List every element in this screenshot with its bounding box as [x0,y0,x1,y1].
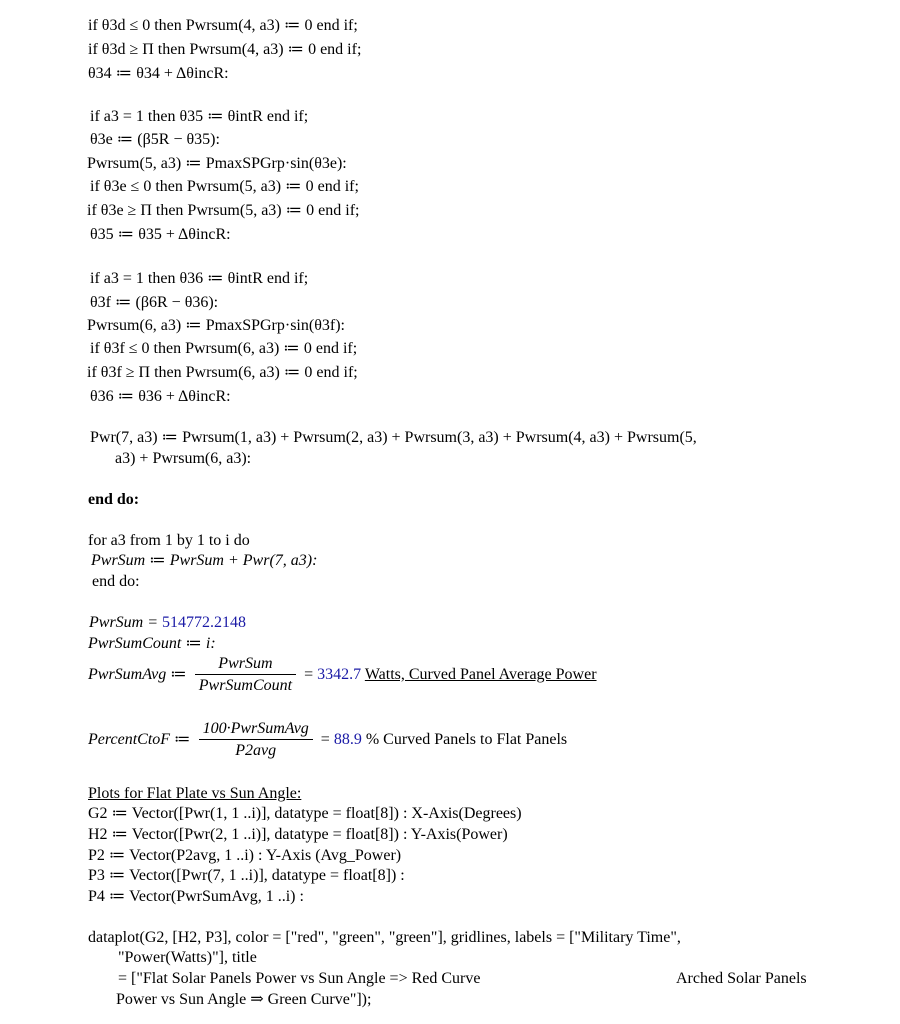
output-line [88,654,597,697]
code-line: P3 ≔ Vector([Pwr(7, 1 ..i)], datatype = float[8]) : [88,867,405,884]
code-text: PwrSumAvg ≔ [88,666,187,684]
fraction [195,654,296,697]
code-line: if θ3e ≥ Π then Pwrsum(5, a3) ≔ 0 end if; [87,202,360,219]
output-line [88,719,567,762]
code-line: θ34 ≔ θ34 + ΔθincR: [88,65,229,82]
numerator: PwrSum [195,654,296,675]
code-line: P2 ≔ Vector(P2avg, 1 ..i) : Y-Axis (Avg_Power) [88,847,402,864]
code-line: if θ3d ≤ 0 then Pwrsum(4, a3) ≔ 0 end if; [88,17,358,34]
result-caption: % Curved Panels to Flat Panels [361,731,568,749]
code-line: "Power(Watts)"], title [118,949,257,966]
code-line: if a3 = 1 then θ36 ≔ θintR end if; [90,270,309,287]
code-line: Pwr(7, a3) ≔ Pwrsum(1, a3) + Pwrsum(2, a3) + Pwrsum(3, a3) + Pwrsum(4, a3) + Pwrsum(5, [90,429,697,446]
code-line: dataplot(G2, [H2, P3], color = ["red", "green", "green"], gridlines, labels = ["Military Time", [88,929,681,946]
code-line: Arched Solar Panels [676,970,807,987]
code-line: if θ3f ≤ 0 then Pwrsum(6, a3) ≔ 0 end if; [90,340,358,357]
code-line: if θ3e ≤ 0 then Pwrsum(5, a3) ≔ 0 end if; [90,178,359,195]
code-line: a3) + Pwrsum(6, a3): [115,450,252,467]
code-line: end do: [88,491,140,508]
code-line: θ3f ≔ (β6R − θ36): [90,294,219,311]
code-line: P4 ≔ Vector(PwrSumAvg, 1 ..i) : [88,888,304,905]
code-line: θ35 ≔ θ35 + ΔθincR: [90,226,231,243]
code-line: for a3 from 1 by 1 to i do [88,532,250,549]
code-text: = [320,731,334,749]
code-line: = ["Flat Solar Panels Power vs Sun Angle => Red Curve [118,970,481,987]
code-line: Power vs Sun Angle ⇒ Green Curve"]); [116,991,372,1008]
result-caption: Watts, Curved Panel Average Power [364,666,597,684]
code-line: G2 ≔ Vector([Pwr(1, 1 ..i)], datatype = float[8]) : X-Axis(Degrees) [88,805,522,822]
code-line: θ3e ≔ (β5R − θ35): [90,131,220,148]
result-value: 514772.2148 [162,614,247,631]
denominator: P2avg [235,742,277,759]
code-text: PercentCtoF ≔ [88,731,191,749]
numerator: 100·PwrSumAvg [199,719,313,740]
code-text: = [304,666,318,684]
code-line: H2 ≔ Vector([Pwr(2, 1 ..i)], datatype = float[8]) : Y-Axis(Power) [88,826,508,843]
code-line: if θ3d ≥ Π then Pwrsum(4, a3) ≔ 0 end if; [88,41,362,58]
denominator: PwrSumCount [198,677,293,694]
code-text: PwrSum = [89,614,163,631]
code-line: Pwrsum(6, a3) ≔ PmaxSPGrp·sin(θ3f): [87,317,345,334]
result-value: 3342.7 [317,666,362,684]
code-line: if a3 = 1 then θ35 ≔ θintR end if; [90,108,309,125]
section-heading: Plots for Flat Plate vs Sun Angle: [88,785,302,802]
fraction [199,719,313,762]
code-line: PwrSumCount ≔ i: [88,635,216,652]
code-line: if θ3f ≥ Π then Pwrsum(6, a3) ≔ 0 end if; [87,364,358,381]
code-line: end do: [92,573,140,590]
code-line: PwrSum ≔ PwrSum + Pwr(7, a3): [91,552,318,569]
code-line: Pwrsum(5, a3) ≔ PmaxSPGrp·sin(θ3e): [87,155,347,172]
output-line [89,613,246,633]
result-value: 88.9 [333,731,362,749]
code-line: θ36 ≔ θ36 + ΔθincR: [90,388,231,405]
